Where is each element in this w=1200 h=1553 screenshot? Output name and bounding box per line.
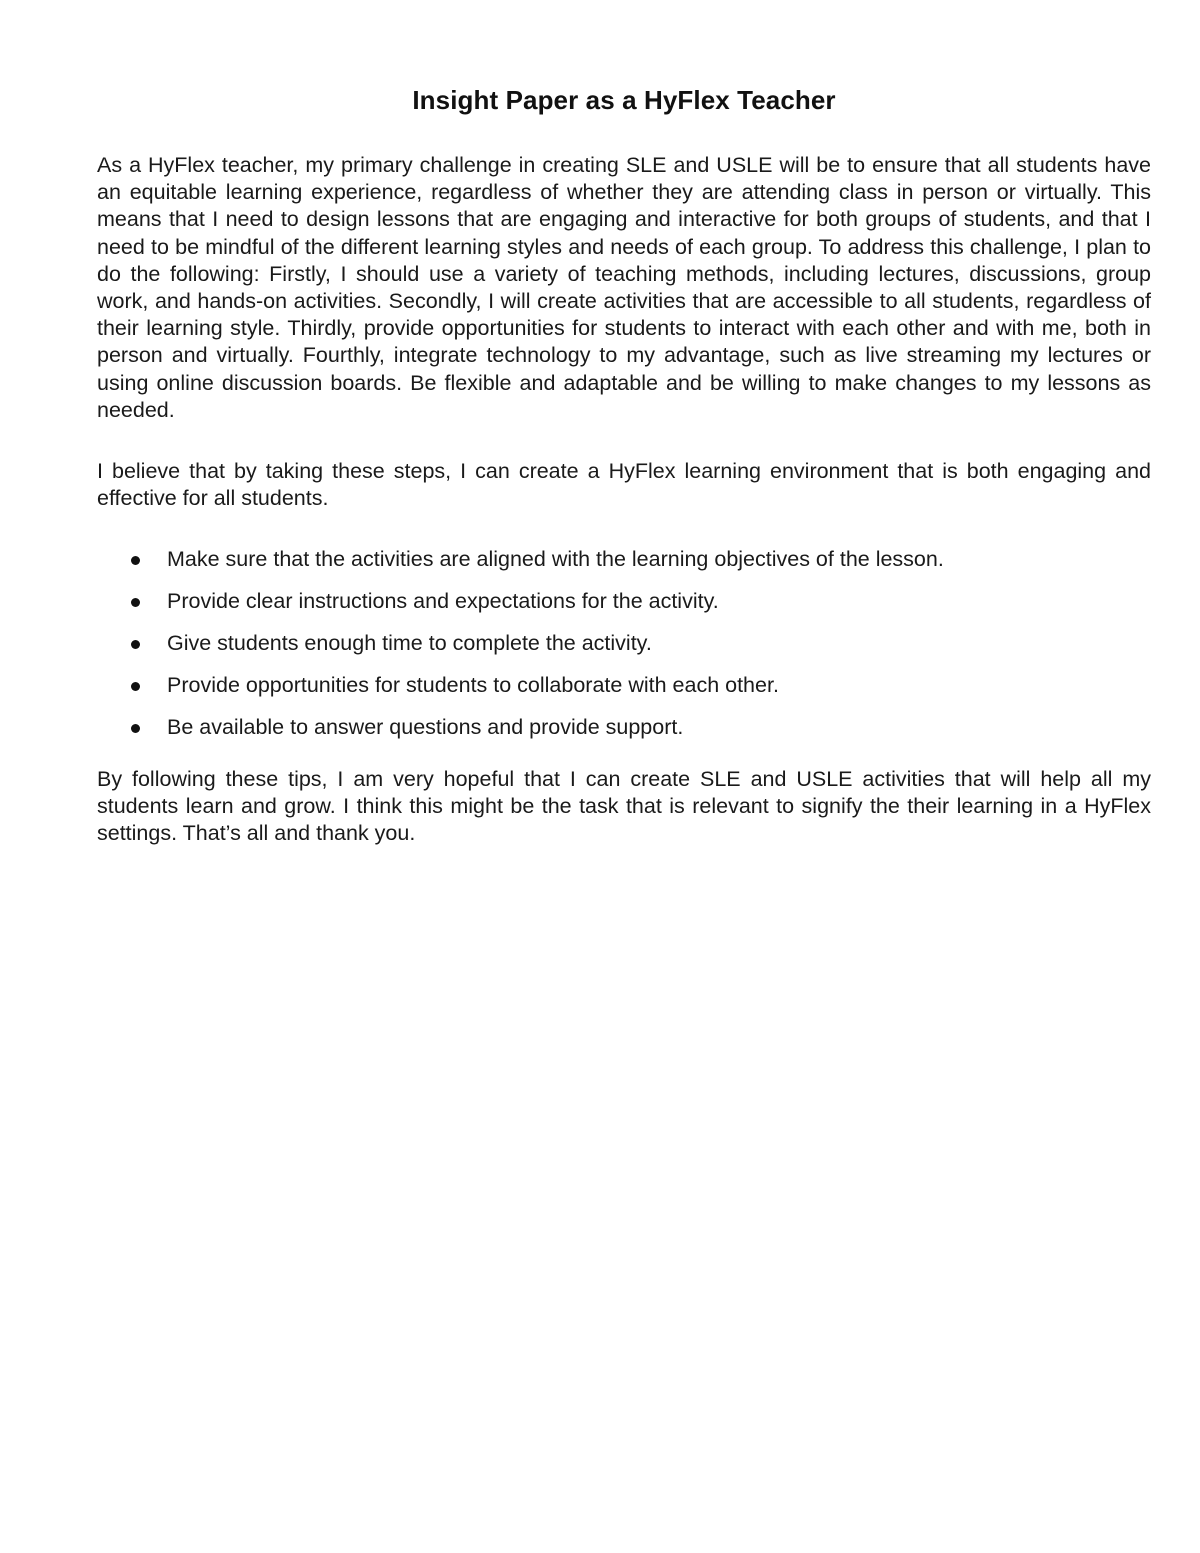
list-item-text: Be available to answer questions and provide support. [167, 714, 684, 739]
body-paragraph-3: By following these tips, I am very hopeful that I can create SLE and USLE activities that will help all my students learn and grow. I think this might be the task that is relevant to signify the their learning in a HyFlex settings. That’s all and thank you. [97, 766, 1151, 846]
list-item [97, 546, 1151, 573]
list-item-text: Give students enough time to complete the activity. [167, 631, 652, 656]
tips-bullet-list [97, 546, 1151, 740]
list-item [97, 588, 1151, 615]
list-item [97, 630, 1151, 657]
bullet-icon [131, 724, 140, 733]
list-item-text: Provide opportunities for students to collaborate with each other. [167, 672, 779, 697]
list-item [97, 714, 1151, 741]
bullet-icon [131, 682, 140, 691]
list-item-text: Provide clear instructions and expectations for the activity. [167, 589, 719, 614]
bullet-icon [131, 640, 140, 649]
list-item [97, 672, 1151, 699]
body-paragraph-2: I believe that by taking these steps, I can create a HyFlex learning environment that is both engaging and effective for all students. [97, 459, 1151, 511]
bullet-icon [131, 556, 140, 565]
list-item-text: Make sure that the activities are aligned with the learning objectives of the lesson. [167, 547, 944, 572]
document-title: Insight Paper as a HyFlex Teacher [412, 85, 836, 115]
body-paragraph-1: As a HyFlex teacher, my primary challenge in creating SLE and USLE will be to ensure that all students have an equitable learning experience, regardless of whether they are attending class in person or virtually. This means that I need to design lessons that are engaging and interactive for both groups of students, and that I need to be mindful of the different learning styles and needs of each group. To address this challenge, I plan to do the following: Firstly, I should use a variety of teaching methods, including lectures, discussions, group work, and hands-on activities. Secondly, I will create activities that are accessible to all students, regardless of their learning style. Thirdly, provide opportunities for students to interact with each other and with me, both in person and virtually. Fourthly, integrate technology to my advantage, such as live streaming my lectures or using online discussion boards. Be flexible and adaptable and be willing to make changes to my lessons as needed. [97, 153, 1151, 422]
bullet-icon [131, 598, 140, 607]
document-page [97, 80, 1151, 847]
